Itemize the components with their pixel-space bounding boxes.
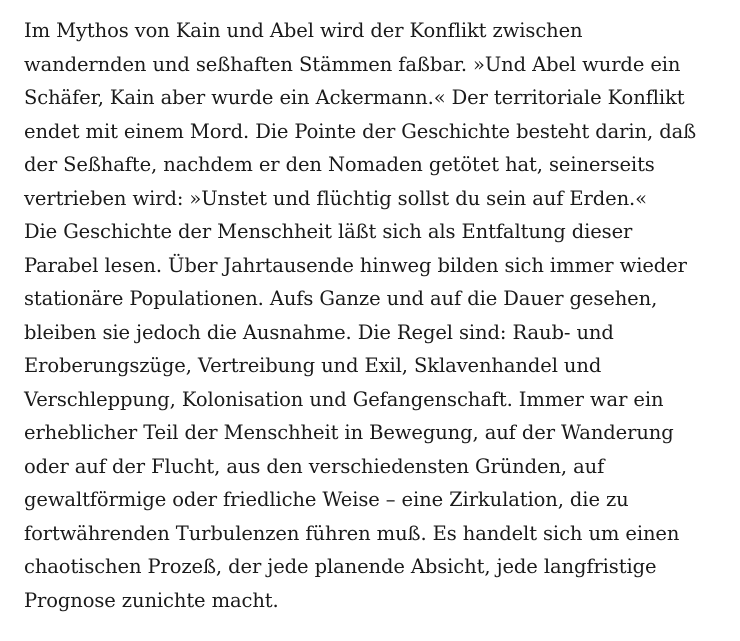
text-line: chaotischen Prozeß, der jede planende Absicht, jede langfristige <box>24 555 657 578</box>
paragraph-2 <box>24 215 730 617</box>
text-line: Schäfer, Kain aber wurde ein Ackermann.« Der territoriale Konflikt <box>24 86 685 109</box>
paragraph-1 <box>24 14 730 215</box>
text-line: Die Geschichte der Menschheit läßt sich als Entfaltung dieser <box>24 220 633 243</box>
text-line: Verschleppung, Kolonisation und Gefangenschaft. Immer war ein <box>24 387 664 411</box>
text-line: Parabel lesen. Über Jahrtausende hinweg bilden sich immer wieder <box>24 253 687 277</box>
text-line: Eroberungszüge, Vertreibung und Exil, Sklavenhandel und <box>24 354 602 377</box>
text-line: endet mit einem Mord. Die Pointe der Geschichte besteht darin, daß <box>24 119 697 143</box>
text-line: bleiben sie jedoch die Ausnahme. Die Regel sind: Raub- und <box>24 320 614 344</box>
text-line: erheblicher Teil der Menschheit in Bewegung, auf der Wanderung <box>24 421 674 444</box>
text-line: vertrieben wird: »Unstet und flüchtig sollst du sein auf Erden.« <box>24 186 647 210</box>
text-line: stationäre Populationen. Aufs Ganze und auf die Dauer gesehen, <box>24 287 658 310</box>
text-line: der Seßhafte, nachdem er den Nomaden getötet hat, seinerseits <box>24 153 655 176</box>
text-line: oder auf der Flucht, aus den verschiedensten Gründen, auf <box>24 454 605 478</box>
text-line: fortwährenden Turbulenzen führen muß. Es handelt sich um einen <box>24 521 680 545</box>
text-line: Im Mythos von Kain und Abel wird der Konflikt zwischen <box>24 19 583 42</box>
text-line: wandernden und seßhaften Stämmen faßbar. »Und Abel wurde ein <box>24 52 681 76</box>
text-line: gewaltförmige oder friedliche Weise – eine Zirkulation, die zu <box>24 488 629 511</box>
text-line: Prognose zunichte macht. <box>24 588 279 612</box>
